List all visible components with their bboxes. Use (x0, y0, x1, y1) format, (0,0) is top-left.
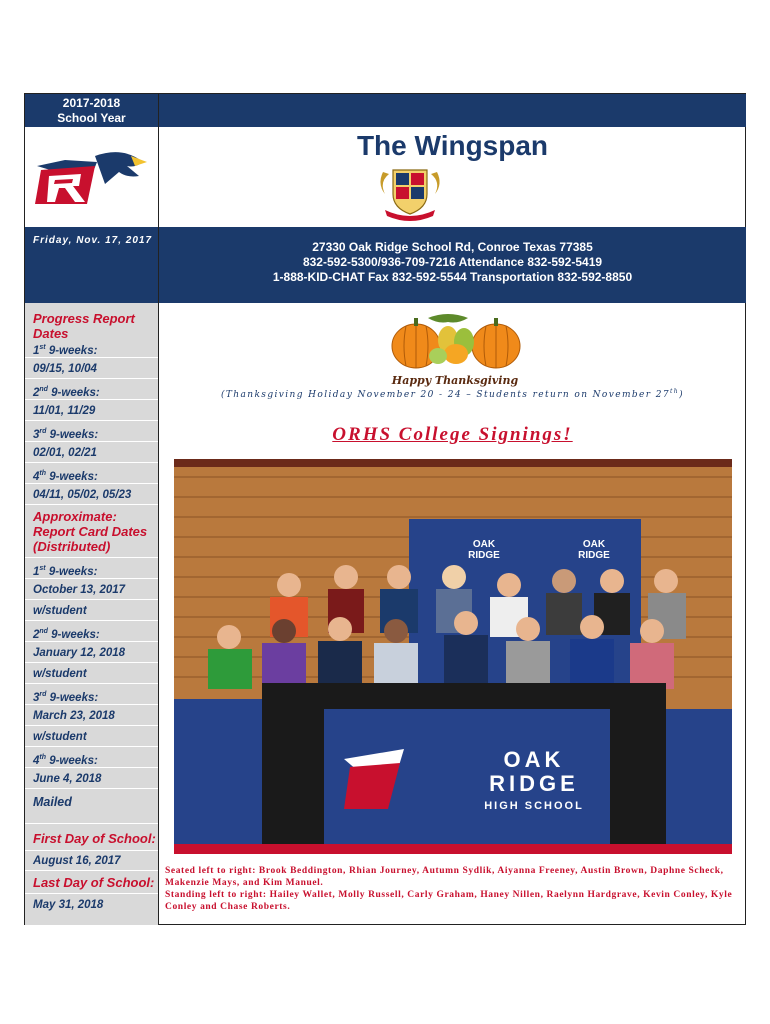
svg-text:OAK: OAK (472, 539, 496, 550)
newsletter-title: The Wingspan (356, 130, 549, 161)
left-column (25, 94, 159, 924)
progress-4-label: 4th 9-weeks: (33, 470, 98, 483)
svg-text:RIDGE: RIDGE (489, 771, 579, 796)
progress-1-label: 1st 9-weeks: (33, 344, 98, 357)
progress-1-dates: 09/15, 10/04 (33, 363, 97, 375)
svg-text:RIDGE: RIDGE (578, 550, 610, 561)
report-heading: Approximate: Report Card Dates (Distributed) (33, 509, 148, 554)
school-year: 2017-2018 (62, 96, 121, 110)
contact-fax-transport: 1-888-KID-CHAT Fax 832-592-5544 Transportation 832-592-8850 (272, 270, 633, 284)
happy-thanksgiving-text: Happy Thanksgiving (391, 374, 519, 387)
issue-date: Friday, Nov. 17, 2017 (25, 227, 158, 303)
progress-heading: Progress Report Dates (33, 311, 135, 341)
sidebar (25, 303, 158, 925)
caption-seated: Seated left to right: Brook Beddington, Rhian Journey, Autumn Sydlik, Aiyanna Freeney, Austin Brown, Daphne Scheck, Makenzie Mays, and Kim Manuel. (165, 866, 724, 888)
report-3-note: w/student (33, 731, 87, 743)
progress-4-dates: 04/11, 05/02, 05/23 (33, 489, 132, 501)
holiday-note: (Thanksgiving Holiday November 20 - 24 – Students return on November 27th) (220, 388, 684, 400)
first-day-date: August 16, 2017 (33, 855, 121, 867)
school-year-label: School Year (57, 111, 126, 125)
oak-ridge-logo (35, 142, 150, 214)
svg-text:OAK: OAK (582, 539, 606, 550)
svg-text:HIGH SCHOOL: HIGH SCHOOL (484, 800, 584, 812)
photo-caption (165, 865, 740, 913)
report-1-label: 1st 9-weeks: (33, 565, 98, 578)
first-day-label: First Day of School: (33, 831, 156, 846)
report-1-date: October 13, 2017 (33, 584, 126, 596)
report-3-date: March 23, 2018 (33, 710, 115, 722)
title-bar (159, 94, 746, 127)
report-2-label: 2nd 9-weeks: (33, 628, 100, 641)
svg-text:RIDGE: RIDGE (468, 550, 500, 561)
progress-2-label: 2nd 9-weeks: (33, 386, 100, 399)
progress-3-label: 3rd 9-weeks: (33, 428, 99, 441)
report-4-note: Mailed (33, 795, 72, 809)
last-day-label: Last Day of School: (33, 875, 155, 890)
college-signings-photo (174, 459, 732, 854)
caption-standing: Standing left to right: Hailey Wallet, Molly Russell, Carly Graham, Haney Nillen, Raelynn Hardgrave, Kevin Conley, Kyle Conley and Chase Roberts. (165, 890, 733, 912)
last-day-date: May 31, 2018 (33, 899, 104, 911)
contact-phones: 832-592-5300/936-709-7216 Attendance 832-592-5419 (302, 255, 603, 269)
thanksgiving-pumpkins-image (388, 310, 523, 388)
contact-address: 27330 Oak Ridge School Rd, Conroe Texas 77385 (312, 240, 593, 254)
report-3-label: 3rd 9-weeks: (33, 691, 99, 704)
report-2-note: w/student (33, 668, 87, 680)
progress-3-dates: 02/01, 02/21 (33, 447, 97, 459)
report-4-label: 4th 9-weeks: (33, 754, 98, 767)
report-4-date: June 4, 2018 (33, 773, 102, 785)
school-year-box (25, 94, 158, 127)
svg-text:OAK: OAK (503, 747, 565, 772)
contact-info (159, 227, 746, 303)
report-2-date: January 12, 2018 (33, 647, 126, 659)
college-signings-heading: ORHS College Signings! (332, 424, 573, 445)
school-crest-icon (375, 164, 445, 224)
progress-2-dates: 11/01, 11/29 (33, 405, 96, 417)
newsletter-frame (24, 93, 746, 925)
report-1-note: w/student (33, 605, 87, 617)
